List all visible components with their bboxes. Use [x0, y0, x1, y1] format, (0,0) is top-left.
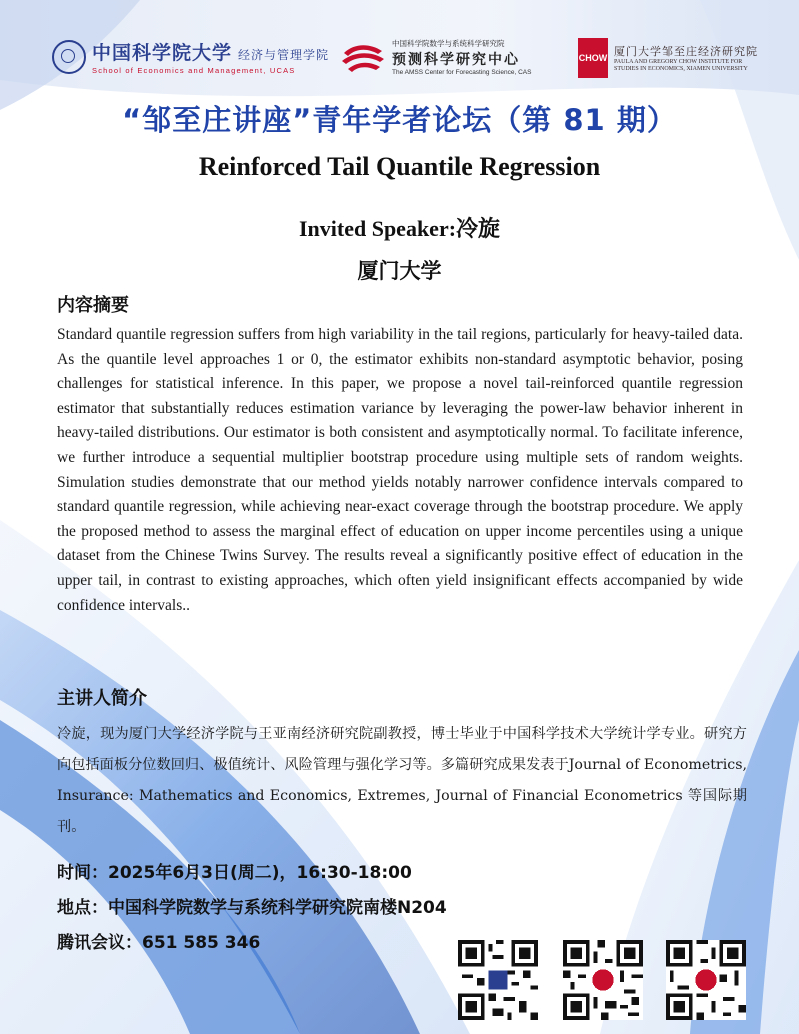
qr-code-icon-amss[interactable] — [563, 940, 643, 1020]
ucas-emblem-icon — [52, 40, 86, 74]
event-title: “邹至庄讲座”青年学者论坛（第 81 期） — [122, 103, 677, 137]
header-logos — [0, 30, 799, 90]
qr-codes — [458, 940, 748, 1022]
qr-code-icon-school[interactable] — [458, 940, 538, 1020]
qr-code-icon-chow[interactable] — [666, 940, 746, 1020]
abstract-heading: 内容摘要 — [57, 295, 129, 316]
amss-name-cn: 预测科学研究中心 — [392, 52, 520, 68]
place-line: 地点：中国科学院数学与系统科学研究院南楼N204 — [57, 898, 447, 918]
abstract-text: Standard quantile regression suffers from high variability in the tail regions, particularly for heavy-tailed data. As the quantile level approaches 1 or 0, the estimator exhibits non-standard asymptotic behavior, posing challenges for statistical inference. In this paper, we propose a novel tail-reinforced quantile regression estimator that substantially reduces estimation variance by leveraging the power-law behavior inherent in heavy-tailed distributions. Our estimator is both consistent and asymptotically normal. To facilitate inference, we further introduce a sequential multiplier bootstrap procedure using multiple sets of random weights. Simulation studies demonstrate that our method yields notably narrower confidence intervals compared to standard quantile regression, while achieving near-exact coverage through the bootstrap procedure. We apply the proposed method to assess the marginal effect of education on upper income percentiles using a unique dataset from the Chinese Twins Survey. The results reveal a significantly positive effect of education in the upper tail, in contrast to existing approaches, which often yield insignificant effects accompanied by wide confidence intervals.. — [57, 326, 743, 614]
time-line: 时间：2025年6月3日(周二)，16:30-18:00 — [57, 863, 412, 883]
chow-name-cn: 厦门大学邹至庄经济研究院 — [614, 44, 758, 58]
amss-name-en: The AMSS Center for Forecasting Science, CAS — [392, 69, 532, 76]
talk-title: Reinforced Tail Quantile Regression — [198, 152, 601, 181]
chow-name-en-2: STUDIES IN ECONOMICS, XIAMEN UNIVERSITY — [614, 66, 748, 72]
amss-forecasting-mark-icon — [340, 39, 386, 75]
amss-logo — [340, 38, 531, 76]
chow-institute-seal-icon — [578, 38, 608, 78]
ucas-school-cn: 经济与管理学院 — [238, 48, 330, 62]
chow-mark: CHOW — [578, 53, 608, 63]
ucas-logo — [52, 38, 329, 75]
chow-logo — [578, 38, 758, 78]
bio-text: 冷旋，现为厦门大学经济学院与王亚南经济研究院副教授，博士毕业于中国科学技术大学统计学专业。研究方向包括面板分位数回归、极值统计、风险管理与强化学习等。多篇研究成果发表于Journal of Econometrics, Insurance: Mathematics and Economics, Extremes, Journal of Financial Econometrics 等国际期刊。 — [57, 726, 747, 835]
ucas-name-cn: 中国科学院大学 — [92, 42, 233, 64]
chow-name-en-1: PAULA AND GREGORY CHOW INSTITUTE FOR — [614, 58, 743, 65]
meeting-line: 腾讯会议：651 585 346 — [57, 933, 261, 953]
bio-heading: 主讲人简介 — [57, 688, 147, 709]
ucas-name-en: School of Economics and Management, UCAS — [92, 66, 296, 75]
speaker-line: Invited Speaker:冷旋 — [298, 216, 501, 241]
amss-parent-cn: 中国科学院数学与系统科学研究院 — [392, 39, 505, 48]
speaker-affiliation: 厦门大学 — [357, 258, 442, 283]
